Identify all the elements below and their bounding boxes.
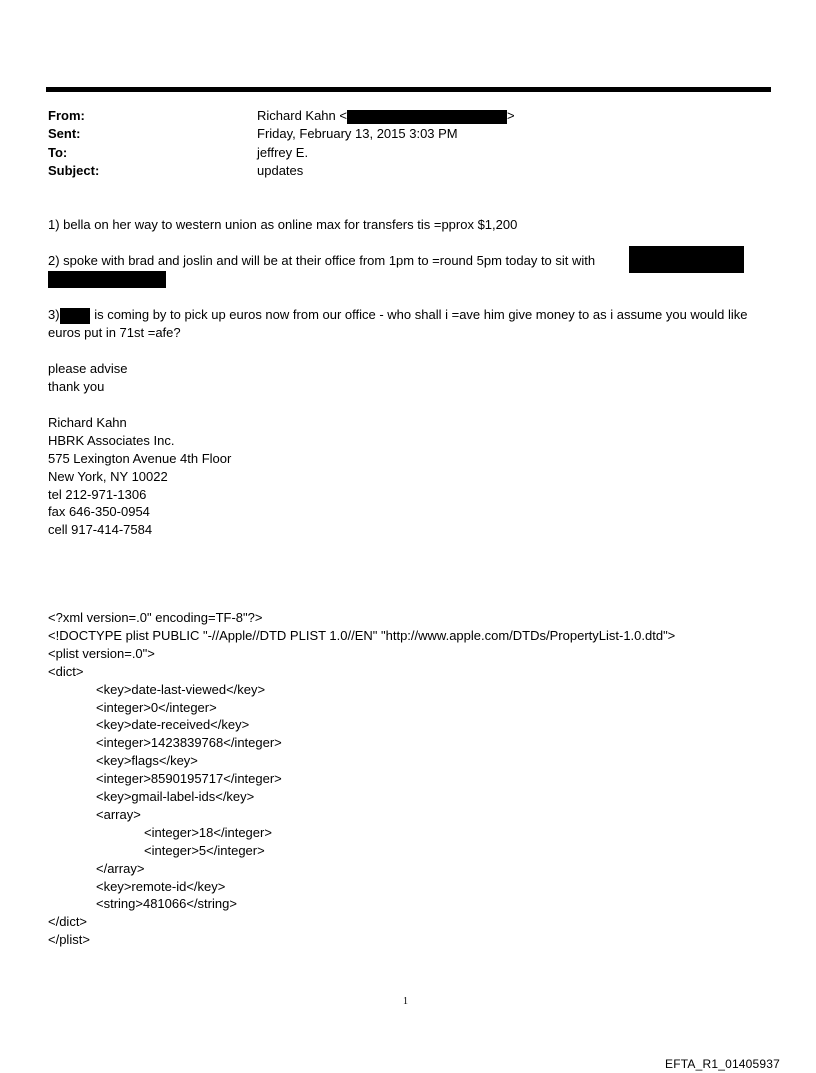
bates-number: EFTA_R1_01405937	[665, 1057, 781, 1071]
xml-line: <?xml version=.0" encoding=TF-8"?>	[48, 610, 263, 625]
sent-value: Friday, February 13, 2015 3:03 PM	[257, 126, 458, 141]
paragraph-3-prefix: 3)	[48, 307, 60, 322]
page-number: 1	[403, 996, 408, 1007]
thank-you: thank you	[48, 379, 105, 394]
from-value-end: >	[506, 108, 515, 123]
xml-line: <key>flags</key>	[96, 753, 198, 769]
redaction-block	[60, 308, 90, 324]
header-rule	[46, 87, 771, 92]
signature-name: Richard Kahn	[48, 415, 127, 430]
signature-fax: fax 646-350-0954	[48, 504, 150, 519]
xml-line: <string>481066</string>	[96, 896, 237, 912]
please-advise: please advise	[48, 361, 128, 376]
redaction-block	[48, 271, 166, 288]
signature-address-1: 575 Lexington Avenue 4th Floor	[48, 451, 232, 466]
from-name: Richard Kahn <	[257, 108, 347, 123]
xml-line: <key>remote-id</key>	[96, 878, 226, 894]
xml-line: <key>gmail-label-ids</key>	[96, 789, 255, 804]
xml-line: <integer>1423839768</integer>	[96, 735, 282, 751]
xml-line: <key>date-received</key>	[96, 717, 250, 733]
body-paragraph-2: 2) spoke with brad and joslin and will be at their office from 1pm to =round 5pm today to sit with	[48, 253, 596, 268]
xml-line: <dict>	[48, 663, 84, 679]
xml-line: <!DOCTYPE plist PUBLIC "-//Apple//DTD PLIST 1.0//EN" "http://www.apple.com/DTDs/PropertyList-1.0.dtd">	[48, 627, 676, 643]
signature-tel: tel 212-971-1306	[48, 487, 147, 502]
subject-value: updates	[257, 163, 304, 178]
body-paragraph-3-line-2: euros put in 71st =afe?	[48, 325, 181, 340]
xml-line: <integer>0</integer>	[96, 699, 217, 715]
redaction-block	[629, 246, 744, 273]
signature-address-2: New York, NY 10022	[48, 469, 168, 484]
xml-line: </array>	[96, 860, 145, 876]
to-value: jeffrey E.	[257, 145, 309, 160]
signature-cell: cell 917-414-7584	[48, 522, 153, 537]
xml-line: <integer>8590195717</integer>	[96, 771, 282, 787]
paragraph-3-text: is coming by to pick up euros now from our office - who shall i =ave him give money to as i assume you would like	[94, 307, 748, 322]
xml-line: <integer>18</integer>	[144, 824, 272, 840]
from-label: From:	[48, 108, 85, 123]
sent-label: Sent:	[48, 126, 81, 141]
subject-label: Subject:	[48, 163, 100, 178]
from-value	[257, 108, 515, 124]
xml-line: <key>date-last-viewed</key>	[96, 681, 266, 697]
xml-line: <array>	[96, 806, 141, 822]
signature-company: HBRK Associates Inc.	[48, 433, 175, 448]
xml-line: </dict>	[48, 914, 88, 930]
redaction-block	[347, 110, 507, 124]
xml-line: </plist>	[48, 932, 90, 948]
xml-line: <plist version=.0">	[48, 645, 155, 661]
body-paragraph-1: 1) bella on her way to western union as online max for transfers tis =pprox $1,200	[48, 217, 518, 232]
xml-line: <integer>5</integer>	[144, 842, 265, 858]
body-paragraph-3	[48, 307, 748, 324]
to-label: To:	[48, 145, 68, 160]
